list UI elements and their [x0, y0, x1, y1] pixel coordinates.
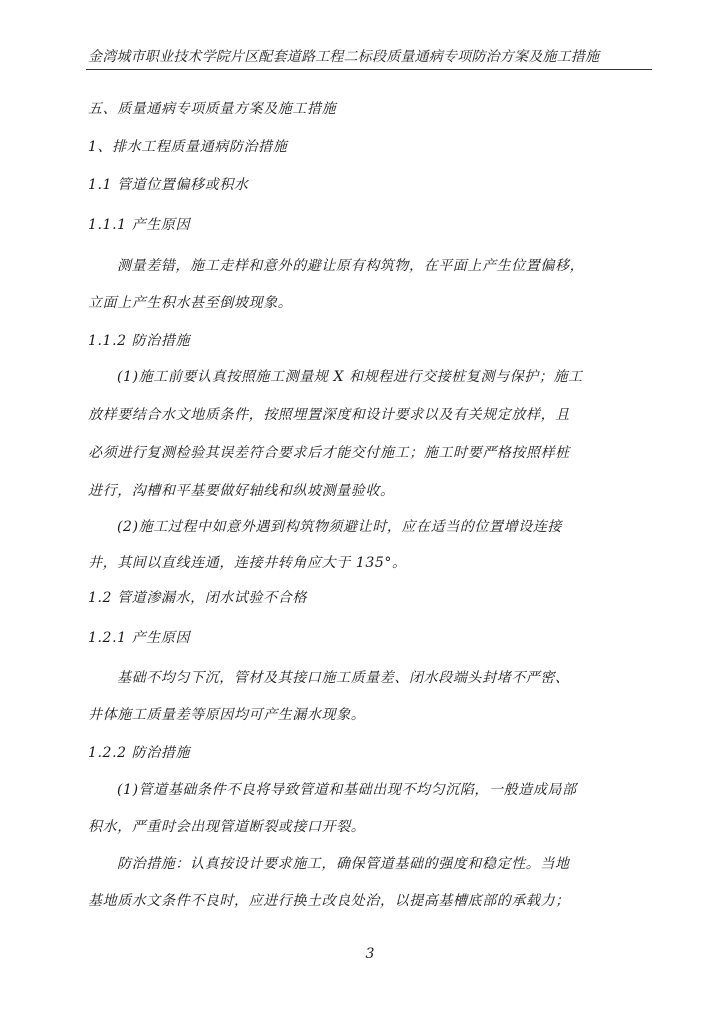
subsection-heading: 1.2.1 产生原因 — [88, 630, 191, 646]
paragraph-line: 基地质水文条件不良时，应进行换土改良处治，以提高基槽底部的承载力； — [88, 893, 570, 909]
paragraph-line: 积水，严重时会出现管道断裂或接口开裂。 — [88, 819, 366, 835]
paragraph-line: 放样要结合水文地质条件，按照埋置深度和设计要求以及有关规定放样，且 — [88, 407, 570, 423]
subsection-heading: 1、排水工程质量通病防治措施 — [88, 139, 288, 155]
paragraph-line: 井体施工质量差等原因均可产生漏水现象。 — [88, 707, 366, 723]
paragraph-line: 进行，沟槽和平基要做好轴线和纵坡测量验收。 — [88, 483, 395, 499]
running-header: 金湾城市职业技术学院片区配套道路工程二标段质量通病专项防治方案及施工措施 — [88, 49, 600, 65]
paragraph-line: (2)施工过程中如意外遇到构筑物须避让时，应在适当的位置增设连接 — [117, 519, 563, 535]
paragraph-line: 测量差错，施工走样和意外的避让原有构筑物，在平面上产生位置偏移， — [117, 258, 585, 274]
section-heading: 五、质量通病专项质量方案及施工措施 — [88, 101, 337, 117]
paragraph-line: (1)施工前要认真按照施工测量规 X 和规程进行交接桩复测与保护；施工 — [117, 369, 583, 385]
paragraph-line: 基础不均匀下沉，管材及其接口施工质量差、闭水段端头封堵不严密、 — [117, 670, 570, 686]
paragraph-line: 必须进行复测检验其误差符合要求后才能交付施工；施工时要严格按照样桩 — [88, 445, 570, 461]
subsection-heading: 1.2.2 防治措施 — [88, 745, 191, 761]
subsection-heading: 1.1 管道位置偏移或积水 — [88, 177, 249, 193]
subsection-heading: 1.1.1 产生原因 — [88, 217, 191, 233]
subsection-heading: 1.2 管道渗漏水，闭水试验不合格 — [88, 590, 307, 606]
page-number: 3 — [365, 946, 375, 962]
paragraph-line: 井，其间以直线连通，连接井转角应大于 135°。 — [88, 555, 407, 571]
paragraph-line: (1)管道基础条件不良将导致管道和基础出现不均匀沉陷，一般造成局部 — [117, 782, 577, 798]
paragraph-line: 防治措施：认真按设计要求施工，确保管道基础的强度和稳定性。当地 — [117, 856, 570, 872]
paragraph-line: 立面上产生积水甚至倒坡现象。 — [88, 295, 293, 311]
header-divider — [86, 69, 652, 70]
subsection-heading: 1.1.2 防治措施 — [88, 333, 191, 349]
